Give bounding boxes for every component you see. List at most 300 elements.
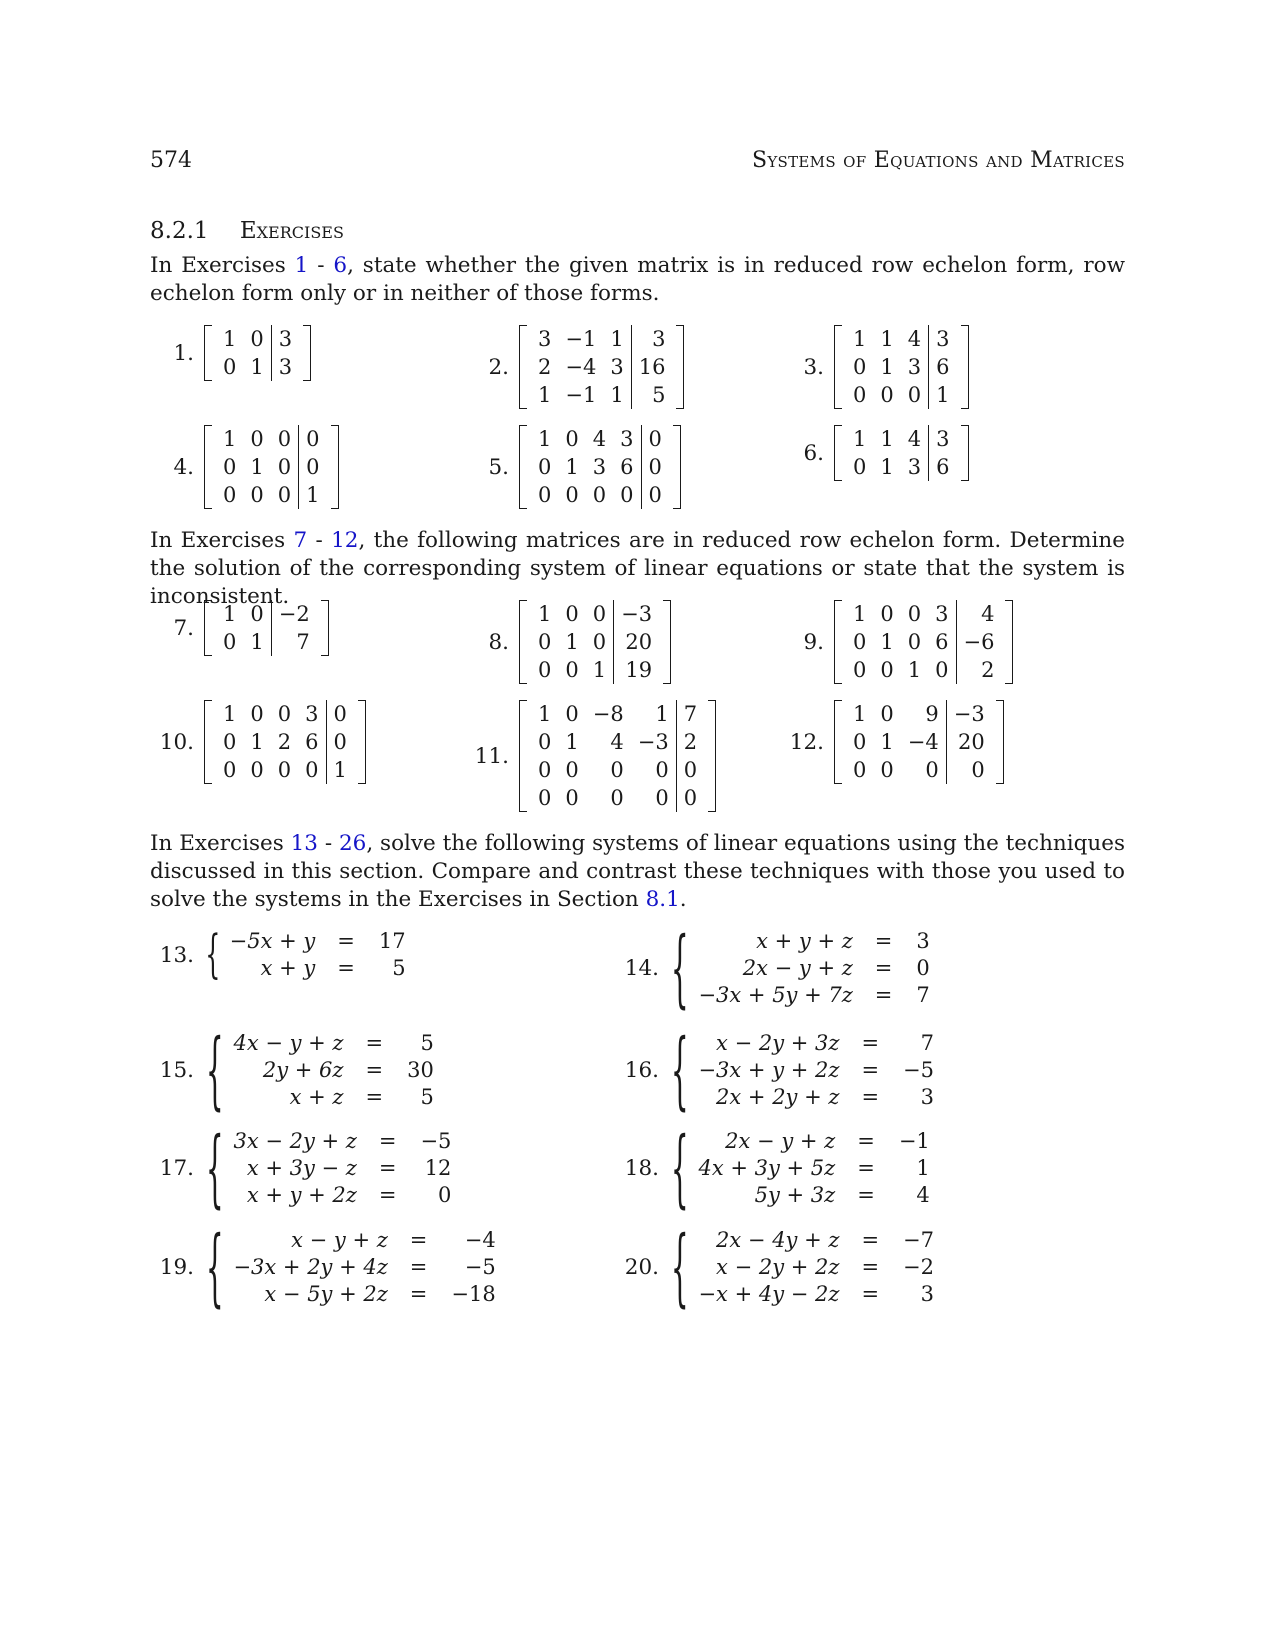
intro3-post: , solve the following systems of linear equations using the techniques discussed in this section. Compare and contrast these techniques with those you used to solve the systems in the Exercises in Section — [150, 831, 1126, 912]
equation-rhs: 4 — [916, 1183, 930, 1207]
matrix-entry: 1 — [880, 327, 894, 351]
matrix-entry: 3 — [610, 355, 624, 379]
matrix-entry: 1 — [880, 630, 894, 654]
matrix-entry: 0 — [277, 702, 292, 726]
matrix-entry: 0 — [277, 758, 292, 782]
matrix-exercise — [150, 325, 311, 381]
equation-lhs: x + y + 2z — [246, 1183, 357, 1207]
matrix-entry: 0 — [538, 630, 552, 654]
matrix-exercise — [465, 700, 716, 812]
exercise-link-7[interactable]: 7 — [293, 528, 308, 553]
matrix-entry: 1 — [250, 630, 264, 654]
equation-rhs: 3 — [920, 1282, 935, 1306]
matrix-entry: −3 — [614, 600, 659, 628]
system-brace: { — [205, 1120, 224, 1217]
equation-rhs: −5 — [464, 1255, 496, 1279]
exercise-label: 8. — [488, 629, 509, 655]
exercise-label: 15. — [159, 1058, 194, 1083]
equation-lhs: x + y — [260, 956, 316, 980]
matrix-entry: 1 — [565, 730, 579, 754]
matrix-exercise — [465, 425, 681, 509]
exercise-label: 5. — [488, 454, 509, 480]
equation-eq: = — [874, 929, 893, 953]
matrix-entry: 0 — [853, 630, 867, 654]
matrix-entry: 16 — [631, 353, 672, 381]
equation-eq: = — [409, 1255, 428, 1279]
matrix-entry: 0 — [853, 383, 867, 407]
equation-lhs: x − 2y + 2z — [716, 1255, 840, 1279]
exercise-label: 11. — [474, 743, 509, 769]
matrix-entry: 7 — [676, 700, 704, 728]
left-bracket — [204, 425, 212, 509]
exercise-label: 2. — [488, 354, 509, 380]
equation-eq: = — [409, 1228, 428, 1252]
equation-rhs: −2 — [903, 1255, 935, 1279]
matrix-entry: 0 — [538, 658, 552, 682]
augmented-matrix — [531, 700, 704, 812]
intro1-sep: - — [308, 253, 334, 278]
matrix-entry: −8 — [592, 702, 624, 726]
matrix-entry: 1 — [250, 730, 264, 754]
matrix-entry: 0 — [655, 786, 669, 810]
matrix-entry: 0 — [853, 758, 867, 782]
matrix-entry: 2 — [538, 355, 552, 379]
matrix-entry: 0 — [538, 758, 552, 782]
equation-eq: = — [857, 1183, 875, 1207]
system-brace: { — [670, 1022, 689, 1119]
intro1-post: , state whether the given matrix is in reduced row echelon form, row echelon form only or in neither of those forms. — [150, 253, 1125, 306]
equation-system — [233, 1030, 433, 1111]
matrix-entry: 3 — [271, 325, 299, 353]
matrix-entry: 0 — [223, 758, 237, 782]
equation-rhs: 5 — [420, 1085, 434, 1109]
matrix-entry: 0 — [326, 700, 354, 728]
system-brace: { — [670, 920, 689, 1017]
left-bracket — [519, 325, 527, 409]
intro3-sep: - — [317, 831, 339, 856]
equation-lhs: 4x + 3y + 5z — [698, 1156, 836, 1180]
equation-eq: = — [378, 1183, 397, 1207]
exercise-label: 18. — [624, 1156, 659, 1181]
matrix-entry: 3 — [631, 325, 672, 353]
matrix-entry: 20 — [614, 628, 659, 656]
equation-lhs: x + y + z — [756, 929, 853, 953]
augmented-matrix — [531, 600, 659, 684]
matrix-entry: 1 — [853, 327, 867, 351]
matrix-entry: 1 — [223, 602, 237, 626]
matrix-entry: 1 — [610, 383, 624, 407]
matrix-entry: 0 — [880, 702, 894, 726]
matrix-entry: 1 — [250, 455, 264, 479]
exercise-label: 3. — [803, 354, 824, 380]
system-exercise — [615, 1022, 935, 1119]
matrix-entry: 0 — [250, 602, 264, 626]
matrix-entry: 1 — [565, 630, 579, 654]
left-bracket — [519, 425, 527, 509]
equation-eq: = — [861, 1031, 880, 1055]
equation-eq: = — [365, 1058, 384, 1082]
equation-eq: = — [874, 983, 893, 1007]
equation-eq: = — [365, 1031, 384, 1055]
matrix-entry: 4 — [610, 730, 624, 754]
exercise-label: 7. — [173, 615, 194, 641]
matrix-exercise — [150, 425, 339, 509]
matrix-entry: 0 — [641, 453, 669, 481]
left-bracket — [834, 600, 842, 684]
exercise-label: 1. — [173, 340, 194, 366]
equation-rhs: −18 — [451, 1282, 496, 1306]
matrix-entry: 0 — [565, 758, 579, 782]
intro2-pre: In Exercises — [150, 528, 294, 553]
section-number: 8.2.1 — [150, 218, 209, 244]
system-exercise — [150, 1219, 496, 1316]
equation-lhs: −3x + 5y + 7z — [698, 983, 853, 1007]
system-exercise — [615, 1219, 935, 1316]
matrix-entry: 0 — [676, 784, 704, 812]
matrix-exercise — [150, 600, 329, 656]
matrix-entry: 1 — [538, 702, 552, 726]
intro-paragraph-3 — [150, 830, 1125, 914]
matrix-entry: 0 — [277, 427, 292, 451]
augmented-matrix — [216, 600, 317, 656]
matrix-entry: 0 — [538, 786, 552, 810]
matrix-entry: 0 — [223, 355, 237, 379]
matrix-entry: 0 — [880, 602, 894, 626]
matrix-entry: 1 — [853, 427, 867, 451]
equation-eq: = — [861, 1085, 880, 1109]
matrix-entry: 3 — [929, 425, 957, 453]
intro3-end: . — [679, 887, 687, 912]
matrix-entry: 0 — [538, 730, 552, 754]
equation-rhs: −5 — [420, 1129, 452, 1153]
matrix-entry: 0 — [655, 758, 669, 782]
matrix-entry: −1 — [565, 383, 597, 407]
section-title: Exercises — [239, 218, 344, 244]
matrix-entry: 9 — [925, 702, 939, 726]
matrix-entry: 2 — [956, 656, 1001, 684]
equation-rhs: 5 — [392, 956, 406, 980]
matrix-entry: 4 — [907, 327, 922, 351]
right-bracket — [996, 700, 1004, 784]
intro2-post: , the following matrices are in reduced row echelon form. Determine the solution of the corresponding system of linear equations or state that the system is inconsistent. — [150, 528, 1125, 609]
equation-lhs: 2y + 6z — [262, 1058, 344, 1082]
equation-system — [698, 1128, 929, 1209]
augmented-matrix — [846, 700, 992, 784]
matrix-entry: 0 — [565, 658, 579, 682]
matrix-entry: 1 — [565, 455, 579, 479]
equation-system — [698, 928, 929, 1009]
matrix-entry: 1 — [223, 427, 237, 451]
equation-system — [233, 1128, 451, 1209]
equation-eq: = — [337, 929, 355, 953]
matrix-exercise — [780, 700, 1004, 784]
equation-eq: = — [337, 956, 355, 980]
matrix-entry: 0 — [250, 483, 264, 507]
equation-lhs: x − y + z — [291, 1228, 388, 1252]
matrix-entry: −1 — [565, 327, 597, 351]
matrix-entry: 0 — [565, 483, 579, 507]
left-bracket — [834, 700, 842, 784]
matrix-entry: 0 — [250, 327, 264, 351]
exercise-label: 16. — [624, 1058, 659, 1083]
augmented-matrix — [846, 600, 1001, 684]
exercise-label: 17. — [159, 1156, 194, 1181]
matrix-entry: 0 — [925, 758, 939, 782]
matrix-exercise — [780, 325, 969, 409]
matrix-entry: 0 — [935, 658, 949, 682]
matrix-entry: 0 — [880, 758, 894, 782]
matrix-entry: 1 — [853, 602, 867, 626]
equation-eq: = — [861, 1282, 880, 1306]
matrix-entry: 3 — [907, 455, 922, 479]
matrix-entry: 0 — [641, 481, 669, 509]
system-brace: { — [205, 925, 221, 985]
equation-system — [698, 1227, 934, 1308]
matrix-entry: 0 — [326, 728, 354, 756]
equation-rhs: 3 — [916, 929, 930, 953]
equation-rhs: 7 — [920, 1031, 935, 1055]
equation-lhs: 2x − 4y + z — [716, 1228, 840, 1252]
system-exercise — [150, 1120, 452, 1217]
right-bracket — [676, 325, 684, 409]
matrix-entry: 0 — [538, 455, 552, 479]
matrix-entry: 3 — [907, 355, 922, 379]
matrix-exercise — [465, 325, 684, 409]
matrix-entry: 4 — [592, 427, 607, 451]
matrix-entry: 0 — [610, 758, 624, 782]
equation-eq: = — [857, 1156, 875, 1180]
section-heading — [150, 218, 344, 244]
right-bracket — [1005, 600, 1013, 684]
matrix-entry: 2 — [277, 730, 292, 754]
matrix-entry: 3 — [935, 602, 949, 626]
equation-rhs: 12 — [424, 1156, 452, 1180]
matrix-entry: 1 — [610, 327, 624, 351]
matrix-entry: −6 — [956, 628, 1001, 656]
matrix-entry: 0 — [565, 702, 579, 726]
equation-eq: = — [874, 956, 893, 980]
matrix-entry: 0 — [610, 786, 624, 810]
equation-rhs: 7 — [916, 983, 930, 1007]
matrix-entry: 0 — [277, 483, 292, 507]
system-exercise — [150, 1022, 434, 1119]
matrix-entry: 5 — [631, 381, 672, 409]
left-bracket — [834, 325, 842, 409]
intro2-sep: - — [307, 528, 332, 553]
matrix-entry: 3 — [620, 427, 634, 451]
matrix-entry: 1 — [907, 658, 922, 682]
right-bracket — [331, 425, 339, 509]
matrix-entry: 1 — [853, 702, 867, 726]
matrix-entry: 1 — [538, 602, 552, 626]
equation-rhs: 17 — [378, 929, 406, 953]
exercise-label: 6. — [803, 440, 824, 466]
equation-rhs: −7 — [903, 1228, 935, 1252]
left-bracket — [834, 425, 842, 481]
matrix-entry: 1 — [880, 427, 894, 451]
exercise-link-13[interactable]: 13 — [290, 831, 318, 856]
left-bracket — [204, 600, 212, 656]
matrix-entry: 0 — [853, 730, 867, 754]
matrix-entry: 0 — [565, 427, 579, 451]
matrix-entry: 20 — [946, 728, 991, 756]
matrix-entry: 1 — [223, 327, 237, 351]
left-bracket — [519, 600, 527, 684]
equation-rhs: −4 — [464, 1228, 496, 1252]
matrix-entry: 0 — [223, 483, 237, 507]
right-bracket — [321, 600, 329, 656]
matrix-entry: 6 — [620, 455, 634, 479]
system-exercise — [150, 925, 406, 985]
left-bracket — [204, 700, 212, 784]
right-bracket — [708, 700, 716, 812]
equation-lhs: x + z — [289, 1085, 344, 1109]
page-number: 574 — [150, 148, 192, 173]
exercise-link-1[interactable]: 1 — [294, 253, 309, 278]
equation-rhs: 0 — [438, 1183, 452, 1207]
matrix-entry: 1 — [880, 730, 894, 754]
matrix-entry: 1 — [299, 481, 327, 509]
equation-lhs: 2x − y + z — [742, 956, 853, 980]
left-bracket — [519, 700, 527, 812]
matrix-exercise — [780, 425, 969, 481]
matrix-entry: 0 — [592, 630, 607, 654]
matrix-entry: 3 — [929, 325, 957, 353]
system-exercise — [615, 920, 930, 1017]
matrix-entry: 0 — [853, 658, 867, 682]
system-brace: { — [670, 1219, 689, 1316]
equation-eq: = — [857, 1129, 875, 1153]
matrix-entry: 0 — [277, 455, 292, 479]
exercise-label: 9. — [803, 629, 824, 655]
right-bracket — [673, 425, 681, 509]
equation-eq: = — [861, 1228, 880, 1252]
matrix-entry: 0 — [880, 658, 894, 682]
equation-system — [698, 1030, 934, 1111]
system-brace: { — [670, 1120, 689, 1217]
equation-eq: = — [378, 1156, 397, 1180]
matrix-entry: 7 — [271, 628, 316, 656]
matrix-entry: −4 — [565, 355, 597, 379]
matrix-entry: 3 — [538, 327, 552, 351]
right-bracket — [303, 325, 311, 381]
equation-lhs: −5x + y — [229, 929, 316, 953]
matrix-entry: 0 — [299, 453, 327, 481]
equation-eq: = — [378, 1129, 397, 1153]
matrix-entry: 0 — [907, 602, 922, 626]
equation-eq: = — [409, 1282, 428, 1306]
augmented-matrix — [531, 425, 669, 509]
equation-system — [233, 1227, 495, 1308]
matrix-entry: 0 — [853, 455, 867, 479]
exercise-link-12[interactable]: 12 — [331, 528, 359, 553]
matrix-entry: 0 — [907, 383, 922, 407]
matrix-entry: 1 — [326, 756, 354, 784]
matrix-exercise — [780, 600, 1013, 684]
equation-lhs: 4x − y + z — [233, 1031, 344, 1055]
matrix-entry: 0 — [250, 702, 264, 726]
intro3-pre: In Exercises — [150, 831, 291, 856]
matrix-entry: 0 — [223, 730, 237, 754]
matrix-entry: 3 — [305, 702, 319, 726]
right-bracket — [358, 700, 366, 784]
matrix-entry: 0 — [223, 630, 237, 654]
equation-lhs: 2x − y + z — [725, 1129, 836, 1153]
matrix-entry: 1 — [538, 427, 552, 451]
matrix-entry: 1 — [592, 658, 607, 682]
equation-rhs: 30 — [407, 1058, 434, 1082]
augmented-matrix — [531, 325, 672, 409]
right-bracket — [663, 600, 671, 684]
matrix-entry: 0 — [907, 630, 922, 654]
matrix-entry: 1 — [880, 455, 894, 479]
equation-lhs: 5y + 3z — [754, 1183, 836, 1207]
matrix-entry: 0 — [676, 756, 704, 784]
augmented-matrix — [216, 325, 299, 381]
system-brace: { — [205, 1219, 224, 1316]
matrix-entry: 4 — [907, 427, 922, 451]
exercise-link-26[interactable]: 26 — [338, 831, 367, 856]
equation-rhs: 3 — [920, 1085, 935, 1109]
equation-lhs: 2x + 2y + z — [716, 1085, 840, 1109]
right-bracket — [961, 325, 969, 409]
matrix-entry: 0 — [592, 602, 607, 626]
equation-lhs: x + 3y − z — [246, 1156, 357, 1180]
matrix-entry: 4 — [956, 600, 1001, 628]
matrix-entry: 3 — [592, 455, 607, 479]
matrix-entry: 1 — [223, 702, 237, 726]
augmented-matrix — [846, 325, 957, 409]
augmented-matrix — [846, 425, 957, 481]
equation-rhs: −5 — [903, 1058, 935, 1082]
system-exercise — [615, 1120, 930, 1217]
left-bracket — [204, 325, 212, 381]
matrix-entry: 0 — [853, 355, 867, 379]
equation-lhs: x − 2y + 3z — [716, 1031, 840, 1055]
matrix-entry: 1 — [538, 383, 552, 407]
matrix-entry: 0 — [250, 427, 264, 451]
exercise-link-6[interactable]: 6 — [333, 253, 348, 278]
equation-rhs: 5 — [420, 1031, 434, 1055]
matrix-entry: 1 — [929, 381, 957, 409]
matrix-entry: −2 — [271, 600, 316, 628]
running-title: Systems of Equations and Matrices — [751, 148, 1125, 173]
equation-lhs: x − 5y + 2z — [264, 1282, 388, 1306]
matrix-entry: 1 — [250, 355, 264, 379]
matrix-entry: 3 — [271, 353, 299, 381]
matrix-entry: 0 — [223, 455, 237, 479]
equation-lhs: −3x + 2y + 4z — [233, 1255, 388, 1279]
matrix-exercise — [150, 700, 366, 784]
matrix-entry: 0 — [565, 602, 579, 626]
matrix-entry: −3 — [637, 730, 669, 754]
matrix-entry: 0 — [880, 383, 894, 407]
exercise-label: 13. — [159, 942, 194, 968]
matrix-entry: 0 — [641, 425, 669, 453]
equation-lhs: −3x + y + 2z — [698, 1058, 840, 1082]
matrix-entry: 6 — [305, 730, 319, 754]
matrix-entry: 0 — [538, 483, 552, 507]
matrix-entry: 19 — [614, 656, 659, 684]
matrix-entry: 0 — [592, 483, 607, 507]
matrix-exercise — [465, 600, 671, 684]
matrix-entry: 0 — [299, 425, 327, 453]
equation-lhs: 3x − 2y + z — [233, 1129, 357, 1153]
matrix-entry: −3 — [946, 700, 991, 728]
exercise-label: 14. — [624, 956, 659, 981]
section-link-8-1[interactable]: 8.1 — [645, 887, 680, 912]
matrix-entry: −4 — [907, 730, 939, 754]
